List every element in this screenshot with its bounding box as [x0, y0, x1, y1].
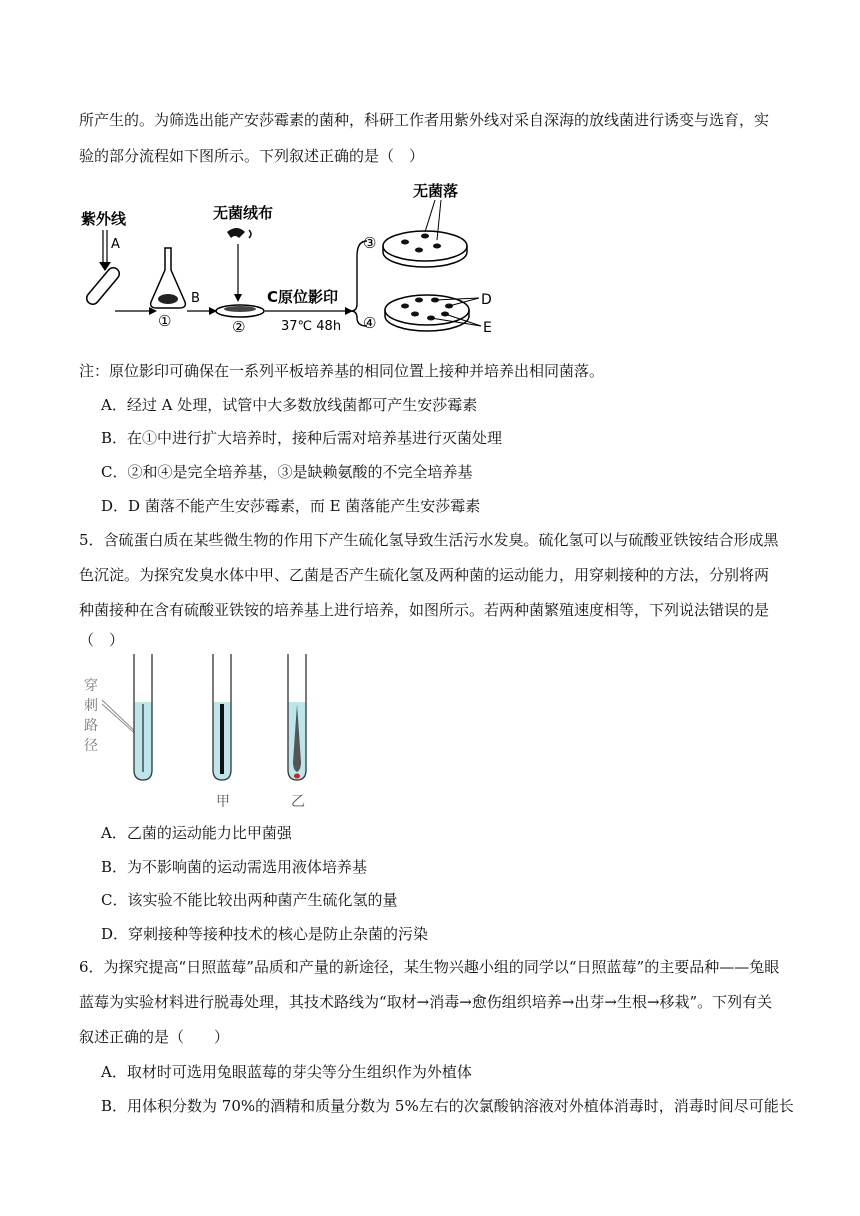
- q4-stem-line-2: 验的部分流程如下图所示。下列叙述正确的是（ ）: [79, 147, 425, 165]
- q5-stem-line-1: 5．含硫蛋白质在某些微生物的作用下产生硫化氢导致生活污水发臭。硫化氢可以与硫酸亚铁铵结合形成黑: [79, 531, 779, 549]
- replica-label: C原位影印: [267, 288, 339, 306]
- arrow-b-label: B: [191, 291, 200, 306]
- label-1: ①: [158, 312, 172, 330]
- svg-text:径: 径: [84, 738, 98, 754]
- q4-option-c: C．②和④是完全培养基，③是缺赖氨酸的不完全培养基: [101, 463, 473, 481]
- q6-stem-line-3: 叙述正确的是（ ）: [79, 1028, 230, 1046]
- q5-option-c: C．该实验不能比较出两种菌产生硫化氢的量: [101, 891, 398, 909]
- no-colony-label: 无菌落: [413, 182, 459, 200]
- velvet-label: 无菌绒布: [213, 204, 274, 222]
- q5-test-tube-figure: [80, 650, 340, 812]
- velvet-icon: [227, 228, 251, 238]
- svg-text:穿: 穿: [84, 678, 98, 694]
- q4-stem-line-1: 所产生的。为筛选出能产安莎霉素的菌种，科研工作者用紫外线对采自深海的放线菌进行诱变与选育，实: [79, 111, 770, 129]
- plate-3-icon: [383, 231, 467, 267]
- q5-stem-line-3: 种菌接种在含有硫酸亚铁铵的培养基上进行培养，如图所示。若两种菌繁殖速度相等，下列说法错误的是: [79, 601, 770, 619]
- colony-e-label: E: [483, 320, 492, 336]
- test-tube-icon: [84, 265, 121, 306]
- uv-label: 紫外线: [81, 210, 127, 228]
- arrow-a-label: A: [111, 237, 120, 252]
- q6-option-a: A．取材时可选用兔眼蓝莓的芽尖等分生组织作为外植体: [101, 1063, 472, 1081]
- flask-icon: [151, 248, 186, 308]
- q5-stem-line-2: 色沉淀。为探究发臭水体中甲、乙菌是否产生硫化氢及两种菌的运动能力，用穿刺接种的方法，分别将两: [79, 566, 770, 584]
- plate-4-icon: [385, 295, 469, 331]
- tube-jia: [213, 654, 231, 780]
- tube-yi: [288, 654, 306, 780]
- svg-text:刺: 刺: [84, 698, 98, 714]
- q5-option-d: D．穿刺接种等接种技术的核心是防止杂菌的污染: [101, 925, 429, 943]
- q4-option-d: D．D 菌落不能产生安莎霉素，而 E 菌落能产生安莎霉素: [101, 497, 481, 515]
- q4-note: 注：原位影印可确保在一系列平板培养基的相同位置上接种并培养出相同菌落。: [79, 362, 605, 380]
- q5-stem-line-4: （ ）: [79, 631, 125, 649]
- q4-flow-diagram: [75, 178, 515, 338]
- svg-text:路: 路: [84, 718, 98, 734]
- label-2: ②: [232, 318, 246, 336]
- label-3: ③: [363, 234, 377, 252]
- culture-condition: 37℃ 48h: [281, 319, 342, 334]
- reference-tube: [134, 654, 152, 780]
- q5-option-a: A．乙菌的运动能力比甲菌强: [101, 824, 292, 842]
- label-4: ④: [363, 314, 377, 332]
- tube-yi-label: 乙: [291, 794, 305, 810]
- q6-stem-line-2: 蓝莓为实验材料进行脱毒处理，其技术路线为“取材→消毒→愈伤组织培养→出芽→生根→移栽”。下列有关: [79, 993, 773, 1011]
- q4-option-a: A．经过 A 处理，试管中大多数放线菌都可产生安莎霉素: [101, 396, 478, 414]
- colony-d-label: D: [481, 292, 492, 308]
- q6-option-b: B．用体积分数为 70%的酒精和质量分数为 5%左右的次氯酸钠溶液对外植体消毒时，消毒时间尽可能长: [101, 1097, 794, 1115]
- q4-option-b: B．在①中进行扩大培养时，接种后需对培养基进行灭菌处理: [101, 429, 503, 447]
- q5-option-b: B．为不影响菌的运动需选用液体培养基: [101, 858, 368, 876]
- q6-stem-line-1: 6．为探究提高“日照蓝莓”品质和产量的新途径，某生物兴趣小组的同学以“日照蓝莓”的主要品种——兔眼: [79, 958, 780, 976]
- tube-jia-label: 甲: [216, 794, 230, 810]
- path-label: [84, 677, 98, 754]
- plate-2-icon: [216, 305, 264, 317]
